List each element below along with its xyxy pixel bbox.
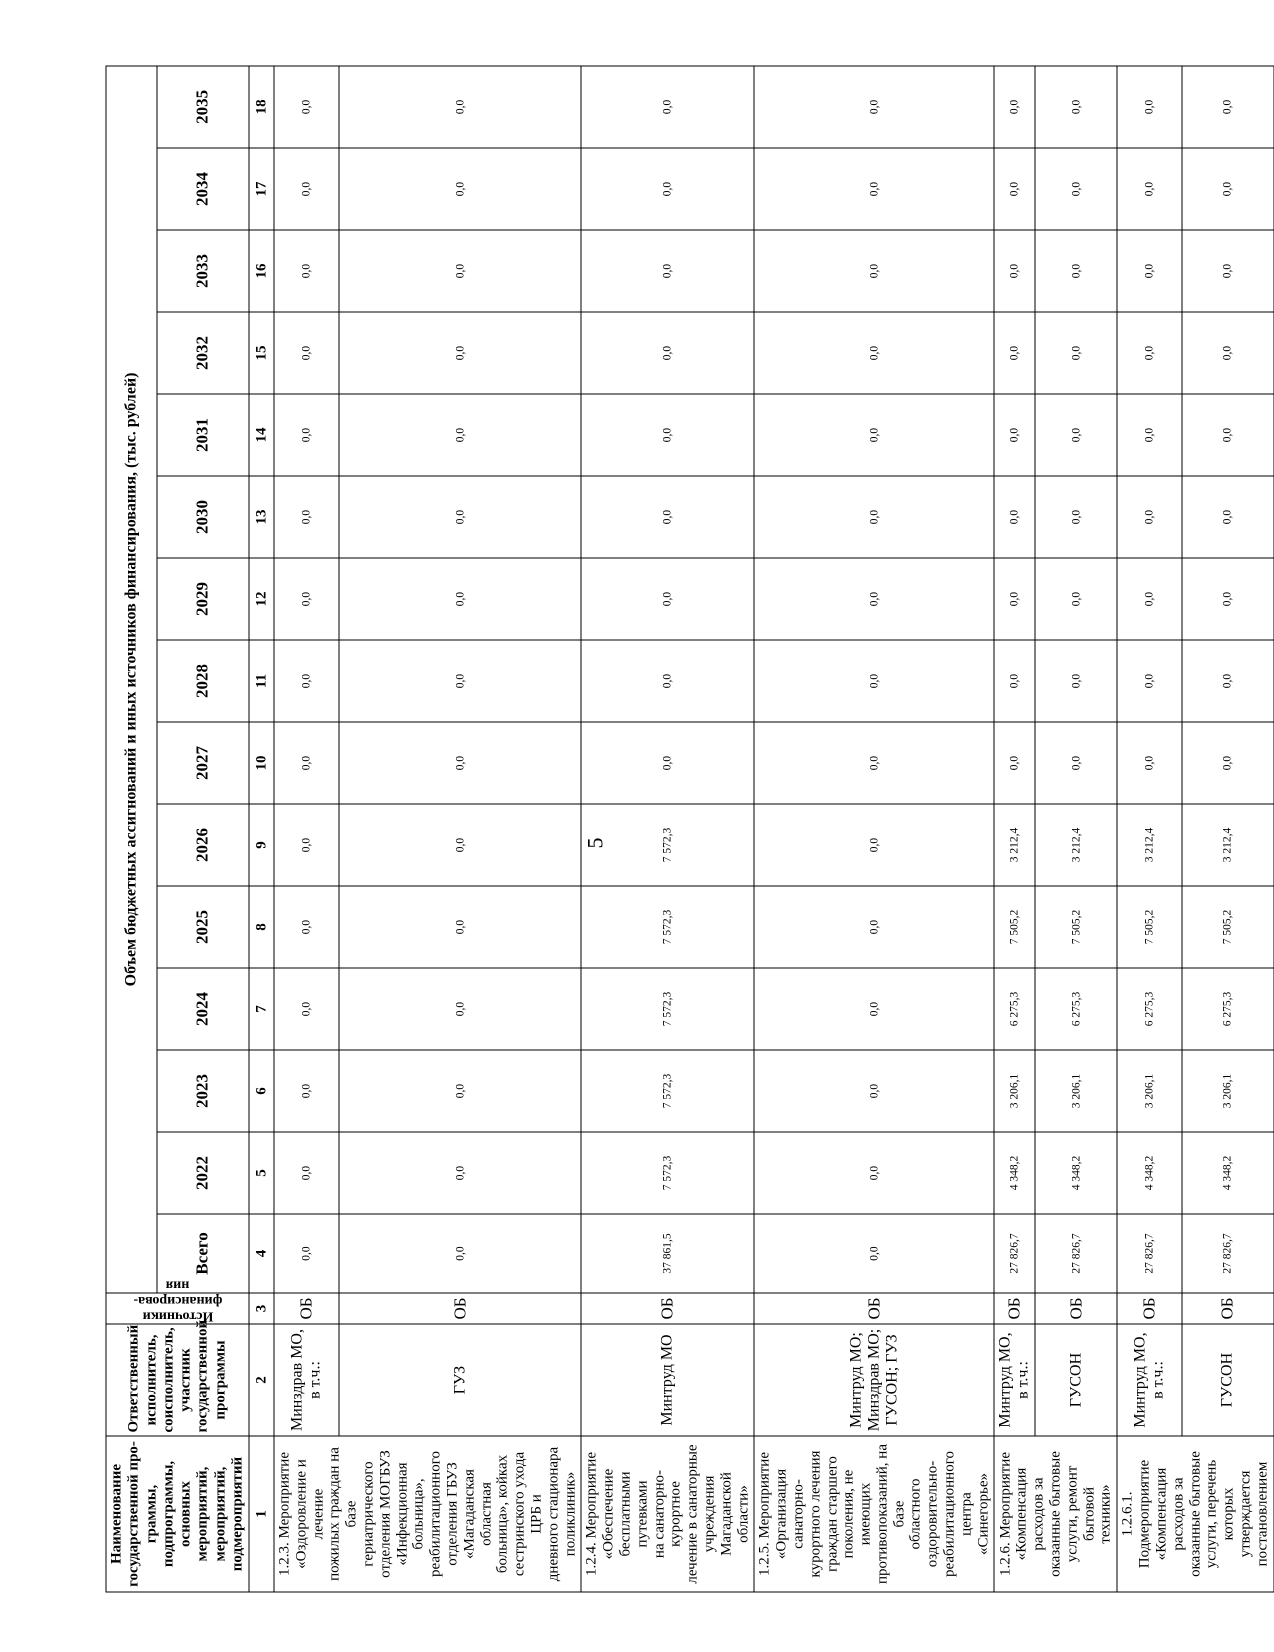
row-value: 0,0	[1035, 722, 1117, 804]
row-value: 7 572,3	[581, 1132, 754, 1214]
header-name-line: государственной про-	[125, 1441, 142, 1587]
row-name-line: пожилых граждан на базе	[326, 1447, 360, 1581]
row-value: 7 572,3	[581, 804, 754, 886]
row-name-line: 1.2.6.1. Подмероприятие	[1119, 1459, 1153, 1569]
row-value: 3 206,1	[1117, 1050, 1182, 1132]
row-value: 0,0	[1182, 148, 1274, 230]
row-value: 0,0	[1035, 312, 1117, 394]
row-name-line: услуги, ремонт бытовой	[1064, 1465, 1098, 1563]
header-name-line: мероприятий,	[212, 1466, 228, 1562]
row-value: 0,0	[339, 722, 582, 804]
row-value: 0,0	[1182, 722, 1274, 804]
row-value: 0,0	[1117, 640, 1182, 722]
column-number: 16	[249, 230, 274, 312]
row-value: 0,0	[1117, 476, 1182, 558]
row-value: 0,0	[1182, 558, 1274, 640]
row-value: 7 505,2	[1182, 886, 1274, 968]
table-row	[1182, 66, 1274, 1592]
column-number: 12	[249, 558, 274, 640]
header-executor-line: государственной	[194, 1319, 211, 1433]
header-volume-title: Объем бюджетных ассигнований и иных источников финансирования, (тыс. рублей)	[106, 66, 157, 1293]
row-name-line: 1.2.6. Мероприятие	[997, 1452, 1014, 1576]
row-total: 0,0	[754, 1214, 994, 1293]
row-value: 0,0	[581, 312, 754, 394]
row-total: 27 826,7	[1182, 1214, 1274, 1293]
header-name-line: подмероприятий	[229, 1456, 246, 1572]
row-source: ОБ	[1117, 1293, 1182, 1324]
row-name-line: 1.2.3. Мероприятие	[276, 1452, 293, 1576]
row-value: 0,0	[274, 476, 339, 558]
row-executor: ГУЗ	[339, 1324, 582, 1436]
row-value: 0,0	[1035, 558, 1117, 640]
header-name-line: основных мероприятий,	[177, 1466, 211, 1562]
row-name	[1117, 1436, 1273, 1592]
row-source: ОБ	[754, 1293, 994, 1324]
row-value: 3 206,1	[1035, 1050, 1117, 1132]
row-value: 7 572,3	[581, 886, 754, 968]
row-name	[581, 1436, 754, 1592]
header-total: Всего	[157, 1214, 249, 1293]
row-executor: Минтруд МО	[581, 1324, 754, 1436]
row-value: 0,0	[1182, 66, 1274, 148]
column-number: 9	[249, 804, 274, 886]
header-executor-line: участник	[177, 1348, 194, 1412]
row-source: ОБ	[1182, 1293, 1274, 1324]
row-value: 0,0	[274, 66, 339, 148]
row-value: 0,0	[1117, 66, 1182, 148]
row-value: 0,0	[1035, 394, 1117, 476]
row-total: 27 826,7	[1117, 1214, 1182, 1293]
row-source: ОБ	[274, 1293, 339, 1324]
row-value: 0,0	[274, 394, 339, 476]
row-name-line: «Организация санаторно-	[773, 1468, 807, 1560]
row-value: 0,0	[339, 1050, 582, 1132]
row-value: 0,0	[754, 1132, 994, 1214]
column-number: 11	[249, 640, 274, 722]
row-value: 6 275,3	[1035, 968, 1117, 1050]
row-value: 0,0	[274, 148, 339, 230]
header-executor-col	[106, 1319, 249, 1436]
row-total: 0,0	[339, 1214, 582, 1293]
row-executor: ГУСОН	[1035, 1324, 1117, 1436]
header-source-col	[106, 1277, 249, 1324]
header-year: 2025	[157, 886, 249, 968]
row-name-line: оздоровительно-	[924, 1460, 941, 1568]
header-year: 2034	[157, 148, 249, 230]
row-name-line: «Обеспечение	[600, 1468, 617, 1560]
row-value: 3 212,4	[1182, 804, 1274, 886]
row-name-line: дневного стационара	[545, 1446, 562, 1582]
header-executor-line: исполнитель,	[143, 1334, 159, 1426]
row-value: 0,0	[581, 148, 754, 230]
row-value: 0,0	[754, 558, 994, 640]
row-value: 0,0	[754, 640, 994, 722]
row-value: 3 206,1	[994, 1050, 1035, 1132]
header-year: 2028	[157, 640, 249, 722]
row-executor: Минтруд МО, в т.ч.:	[1117, 1324, 1182, 1436]
row-value: 0,0	[274, 968, 339, 1050]
row-total: 0,0	[274, 1214, 339, 1293]
column-number: 1	[249, 1436, 274, 1592]
row-name-line: утверждается	[1237, 1470, 1254, 1558]
row-name-line: курортного лечения	[807, 1450, 824, 1578]
row-value: 0,0	[994, 722, 1035, 804]
row-value: 4 348,2	[1182, 1132, 1274, 1214]
row-value: 0,0	[994, 476, 1035, 558]
header-year: 2027	[157, 722, 249, 804]
row-value: 0,0	[1182, 394, 1274, 476]
row-source: ОБ	[581, 1293, 754, 1324]
row-value: 0,0	[581, 66, 754, 148]
column-number: 5	[249, 1132, 274, 1214]
row-value: 0,0	[994, 148, 1035, 230]
row-value: 0,0	[581, 230, 754, 312]
row-name-line: постановлением	[1254, 1461, 1271, 1567]
row-value: 0,0	[754, 804, 994, 886]
row-name	[274, 1436, 581, 1592]
row-name-line: на санаторно-курортное	[651, 1469, 684, 1559]
column-number: 13	[249, 476, 274, 558]
row-name-line: техники»	[1097, 1484, 1114, 1544]
row-value: 0,0	[581, 558, 754, 640]
row-value: 0,0	[274, 886, 339, 968]
header-year: 2026	[157, 804, 249, 886]
row-name-line: больница»,	[410, 1478, 427, 1550]
row-value: 4 348,2	[1035, 1132, 1117, 1214]
table-row	[339, 66, 582, 1592]
row-value: 3 206,1	[1182, 1050, 1274, 1132]
row-value: 7 572,3	[581, 968, 754, 1050]
row-value: 0,0	[581, 722, 754, 804]
row-value: 0,0	[274, 804, 339, 886]
page-number: 5	[582, 837, 608, 849]
row-name	[994, 1436, 1117, 1592]
row-value: 3 212,4	[994, 804, 1035, 886]
rotated-table-container	[106, 69, 1271, 1593]
row-value: 0,0	[274, 312, 339, 394]
row-value: 0,0	[1035, 230, 1117, 312]
column-number: 15	[249, 312, 274, 394]
column-number: 14	[249, 394, 274, 476]
column-number: 6	[249, 1050, 274, 1132]
row-name-line: 1.2.4. Мероприятие	[583, 1452, 600, 1576]
row-value: 7 505,2	[1035, 886, 1117, 968]
header-executor-line: программы	[212, 1340, 228, 1420]
header-source-line: Источники	[142, 1308, 213, 1324]
table-row	[581, 66, 754, 1592]
row-value: 0,0	[1182, 230, 1274, 312]
row-value: 0,0	[339, 394, 582, 476]
row-name-line: «Синегорье»	[975, 1473, 992, 1555]
row-value: 0,0	[994, 640, 1035, 722]
row-value: 0,0	[1035, 640, 1117, 722]
row-name-line: реабилитационного центра	[941, 1451, 975, 1577]
row-value: 0,0	[581, 394, 754, 476]
row-executor: Минтруд МО, в т.ч.:	[994, 1324, 1035, 1436]
header-year: 2030	[157, 476, 249, 558]
table-row	[754, 66, 994, 1592]
row-value: 0,0	[339, 558, 582, 640]
row-value: 0,0	[339, 66, 582, 148]
financing-table	[106, 65, 1274, 1592]
column-number: 2	[249, 1324, 274, 1436]
row-name-line: оказанные бытовые	[1187, 1451, 1204, 1577]
row-value: 0,0	[754, 148, 994, 230]
row-name-line: «Инфекционная	[394, 1462, 411, 1566]
row-value: 0,0	[1035, 476, 1117, 558]
row-value: 0,0	[1117, 394, 1182, 476]
row-value: 0,0	[339, 640, 582, 722]
row-name-line: области»	[735, 1485, 752, 1543]
row-source: ОБ	[994, 1293, 1035, 1324]
header-source-vertical	[133, 1277, 222, 1323]
row-name-line: реабилитационного	[427, 1451, 444, 1577]
row-name-line: оказанные бытовые	[1047, 1451, 1064, 1577]
row-value: 0,0	[1035, 66, 1117, 148]
row-value: 0,0	[754, 230, 994, 312]
row-value: 0,0	[1117, 312, 1182, 394]
header-year: 2031	[157, 394, 249, 476]
table-row	[1117, 66, 1182, 1592]
row-name-line: отделения МОГБУЗ	[377, 1450, 394, 1578]
row-value: 6 275,3	[1117, 968, 1182, 1050]
row-value: 6 275,3	[1182, 968, 1274, 1050]
row-value: 0,0	[274, 230, 339, 312]
row-name-line: лечение в санаторные	[684, 1444, 701, 1584]
row-value: 0,0	[339, 1132, 582, 1214]
row-name-line: «Компенсация расходов за	[1153, 1467, 1187, 1561]
row-value: 0,0	[754, 66, 994, 148]
header-year: 2029	[157, 558, 249, 640]
row-value: 0,0	[581, 640, 754, 722]
row-value: 0,0	[1117, 230, 1182, 312]
header-name-line: граммы, подпрограммы,	[143, 1460, 177, 1568]
row-executor: Минтруд МО; Минздрав МО; ГУСОН; ГУЗ	[754, 1324, 994, 1436]
row-value: 0,0	[1182, 312, 1274, 394]
row-source: ОБ	[1035, 1293, 1117, 1324]
row-value: 0,0	[339, 230, 582, 312]
row-value: 0,0	[339, 476, 582, 558]
row-value: 0,0	[994, 66, 1035, 148]
row-name-line: отделения ГБУЗ	[444, 1462, 461, 1566]
column-number: 3	[249, 1293, 274, 1324]
row-executor: ГУСОН	[1182, 1324, 1274, 1436]
row-value: 0,0	[274, 558, 339, 640]
row-value: 0,0	[1117, 148, 1182, 230]
row-executor: Минздрав МО, в т.ч.:	[274, 1324, 339, 1436]
row-value: 3 212,4	[1117, 804, 1182, 886]
header-name-col	[106, 1436, 249, 1592]
row-value: 0,0	[1035, 148, 1117, 230]
header-year: 2035	[157, 66, 249, 148]
row-value: 0,0	[339, 804, 582, 886]
row-value: 7 572,3	[581, 1050, 754, 1132]
header-year: 2032	[157, 312, 249, 394]
row-value: 0,0	[754, 312, 994, 394]
row-value: 4 348,2	[994, 1132, 1035, 1214]
row-name-line: гериатрического	[360, 1461, 377, 1567]
row-value: 0,0	[994, 394, 1035, 476]
row-value: 0,0	[1182, 640, 1274, 722]
header-name-line: Наименование	[108, 1464, 125, 1564]
header-executor-line: Ответственный	[125, 1324, 142, 1433]
row-name-line: граждан старшего	[824, 1456, 840, 1572]
row-name-line: услуги, перечень которых	[1203, 1459, 1237, 1569]
row-value: 0,0	[339, 968, 582, 1050]
row-name-line: бесплатными путевками	[617, 1471, 651, 1557]
row-total: 37 861,5	[581, 1214, 754, 1293]
row-name	[754, 1436, 994, 1592]
row-value: 0,0	[274, 1050, 339, 1132]
row-name-line: «Компенсация расходов за	[1013, 1467, 1047, 1561]
header-year: 2023	[157, 1050, 249, 1132]
row-value: 0,0	[1117, 722, 1182, 804]
row-value: 0,0	[994, 230, 1035, 312]
row-value: 0,0	[754, 1050, 994, 1132]
header-year: 2022	[157, 1132, 249, 1214]
row-value: 7 505,2	[994, 886, 1035, 968]
column-number: 10	[249, 722, 274, 804]
row-value: 6 275,3	[994, 968, 1035, 1050]
row-value: 0,0	[274, 640, 339, 722]
row-value: 0,0	[754, 476, 994, 558]
column-number: 8	[249, 886, 274, 968]
column-number: 17	[249, 148, 274, 230]
row-name-line: противопоказаний, на базе	[874, 1444, 908, 1584]
row-value: 0,0	[754, 886, 994, 968]
row-value: 3 212,4	[1035, 804, 1117, 886]
column-number: 4	[249, 1214, 274, 1293]
row-name-line: 1.2.5. Мероприятие	[756, 1452, 773, 1576]
row-name-line: поколения, не имеющих	[840, 1469, 874, 1559]
row-value: 0,0	[1182, 476, 1274, 558]
header-year: 2033	[157, 230, 249, 312]
row-name-line: больница», койках	[494, 1454, 511, 1574]
header-year: 2024	[157, 968, 249, 1050]
row-value: 0,0	[754, 722, 994, 804]
row-source: ОБ	[339, 1293, 582, 1324]
header-executor-line: соисполнитель,	[160, 1327, 177, 1433]
row-value: 0,0	[339, 148, 582, 230]
row-value: 0,0	[754, 968, 994, 1050]
header-source-line: ния	[165, 1277, 190, 1293]
row-name-line: учреждения Магаданской	[701, 1472, 735, 1556]
table-row	[1035, 66, 1117, 1592]
column-number: 18	[249, 66, 274, 148]
row-name-line: «Оздоровление и лечение	[293, 1459, 327, 1569]
row-total: 27 826,7	[994, 1214, 1035, 1293]
row-value: 0,0	[339, 886, 582, 968]
row-value: 0,0	[994, 558, 1035, 640]
row-value: 0,0	[994, 312, 1035, 394]
row-value: 7 505,2	[1117, 886, 1182, 968]
row-name-line: поликлиник»	[562, 1471, 579, 1557]
row-value: 0,0	[581, 476, 754, 558]
row-value: 0,0	[274, 722, 339, 804]
row-total: 27 826,7	[1035, 1214, 1117, 1293]
table-row	[274, 66, 339, 1592]
column-number: 7	[249, 968, 274, 1050]
row-value: 0,0	[1117, 558, 1182, 640]
row-name-line: сестринского ухода ЦРБ и	[511, 1451, 545, 1577]
row-value: 4 348,2	[1117, 1132, 1182, 1214]
row-value: 0,0	[339, 312, 582, 394]
header-source-line: финансирова-	[133, 1293, 222, 1309]
row-name-line: «Магаданская областная	[461, 1469, 495, 1559]
row-name-line: областного	[907, 1478, 924, 1550]
row-value: 0,0	[274, 1132, 339, 1214]
table-row	[994, 66, 1035, 1592]
row-value: 0,0	[754, 394, 994, 476]
